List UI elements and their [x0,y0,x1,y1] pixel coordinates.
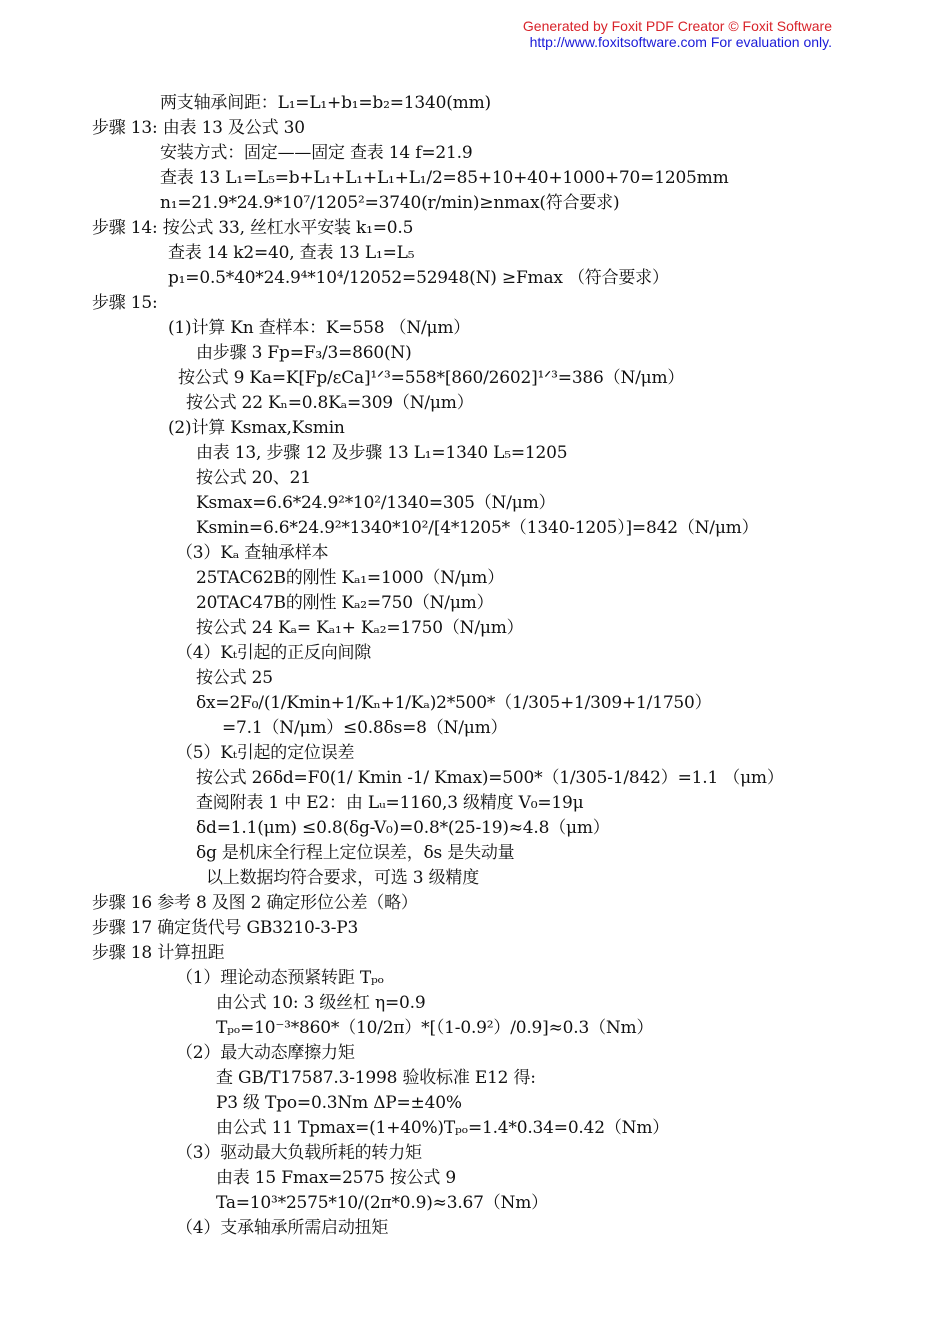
text-line: （4）Kₜ引起的正反向间隙 [176,643,372,663]
text-line: 由表 13, 步骤 12 及步骤 13 L₁=1340 L₅=1205 [196,443,568,463]
step-heading: 步骤 14: 按公式 33, 丝杠水平安装 k₁=0.5 [92,218,414,238]
text-line: 两支轴承间距：L₁=L₁+b₁=b₂=1340(mm) [160,93,491,113]
text-line: 按公式 9 Ka=K[Fp/εCa]¹ᐟ³=558*[860/2602]¹ᐟ³=386（N/μm） [178,368,685,388]
text-line: 按公式 25 [196,668,273,688]
text-line: （3）Kₐ 查轴承样本 [176,543,329,563]
text-line: p₁=0.5*40*24.9⁴*10⁴/12052=52948(N) ≥Fmax （符合要求） [168,268,669,288]
text-line: Ksmin=6.6*24.9²*1340*10²/[4*1205*（1340-1205）]=842（N/μm） [196,518,759,538]
text-line: 查表 13 L₁=L₅=b+L₁+L₁+L₁+L₁/2=85+10+40+1000+70=1205mm [160,168,729,188]
text-line: （5）Kₜ引起的定位误差 [176,743,355,763]
text-line: 由步骤 3 Fp=F₃/3=860(N) [196,343,412,363]
text-line: δg 是机床全行程上定位误差，δs 是失动量 [196,843,515,863]
text-line: 25TAC62B的刚性 Kₐ₁=1000（N/μm） [196,568,505,588]
text-line: 由表 15 Fmax=2575 按公式 9 [216,1168,457,1188]
text-line: (2)计算 Ksmax,Ksmin [168,418,345,438]
text-line: 按公式 24 Kₐ= Kₐ₁+ Kₐ₂=1750（N/μm） [196,618,524,638]
watermark-banner [523,18,832,50]
text-line: 查 GB/T17587.3-1998 验收标准 E12 得: [216,1068,536,1088]
text-line: n₁=21.9*24.9*10⁷/1205²=3740(r/min)≥nmax(符合要求) [160,193,620,213]
text-line: 查阅附表 1 中 E2：由 Lᵤ=1160,3 级精度 V₀=19μ [196,793,584,813]
text-line: （4）支承轴承所需启动扭矩 [176,1218,389,1238]
step-heading: 步骤 17 确定货代号 GB3210-3-P3 [92,918,359,938]
text-line: P3 级 Tpo=0.3Nm ΔP=±40% [216,1093,462,1113]
text-line: 按公式 22 Kₙ=0.8Kₐ=309（N/μm） [186,393,474,413]
text-line: 按公式 26δd=F0(1/ Kmin -1/ Kmax)=500*（1/305-1/842）=1.1 （μm） [196,768,784,788]
text-line: Ta=10³*2575*10/(2π*0.9)≈3.67（Nm） [216,1193,548,1213]
text-line: 20TAC47B的刚性 Kₐ₂=750（N/μm） [196,593,494,613]
text-line: =7.1（N/μm）≤0.8δs=8（N/μm） [222,718,508,738]
text-line: Ksmax=6.6*24.9²*10²/1340=305（N/μm） [196,493,556,513]
step-heading: 步骤 15: [92,293,158,313]
text-line: （1）理论动态预紧转距 Tₚₒ [176,968,384,988]
text-line: 由公式 11 Tpmax=(1+40%)Tₚₒ=1.4*0.34=0.42（Nm） [216,1118,670,1138]
text-line: (1)计算 Kn 查样本：K=558 （N/μm） [168,318,471,338]
text-line: Tₚₒ=10⁻³*860*（10/2π）*[（1-0.9²）/0.9]≈0.3（Nm） [216,1018,654,1038]
banner-line-1: Generated by Foxit PDF Creator © Foxit Software [522,18,832,34]
text-line: 查表 14 k2=40, 查表 13 L₁=L₅ [168,243,415,263]
banner-line-2: http://www.foxitsoftware.com For evaluation only. [529,34,832,50]
text-line: （2）最大动态摩擦力矩 [176,1043,355,1063]
text-line: （3）驱动最大负载所耗的转力矩 [176,1143,422,1163]
text-line: 以上数据均符合要求，可选 3 级精度 [206,868,480,888]
text-line: 安装方式：固定——固定 查表 14 f=21.9 [160,143,473,163]
text-line: δd=1.1(μm) ≤0.8(δg-V₀)=0.8*(25-19)≈4.8（μm） [196,818,610,838]
text-line: δx=2F₀/(1/Kmin+1/Kₙ+1/Kₐ)2*500*（1/305+1/309+1/1750） [196,693,712,713]
text-line: 按公式 20、21 [196,468,311,488]
step-heading: 步骤 18 计算扭距 [92,943,225,963]
step-heading: 步骤 13: 由表 13 及公式 30 [92,118,305,138]
text-line: 由公式 10: 3 级丝杠 η=0.9 [216,993,426,1013]
step-heading: 步骤 16 参考 8 及图 2 确定形位公差（略） [92,893,418,913]
